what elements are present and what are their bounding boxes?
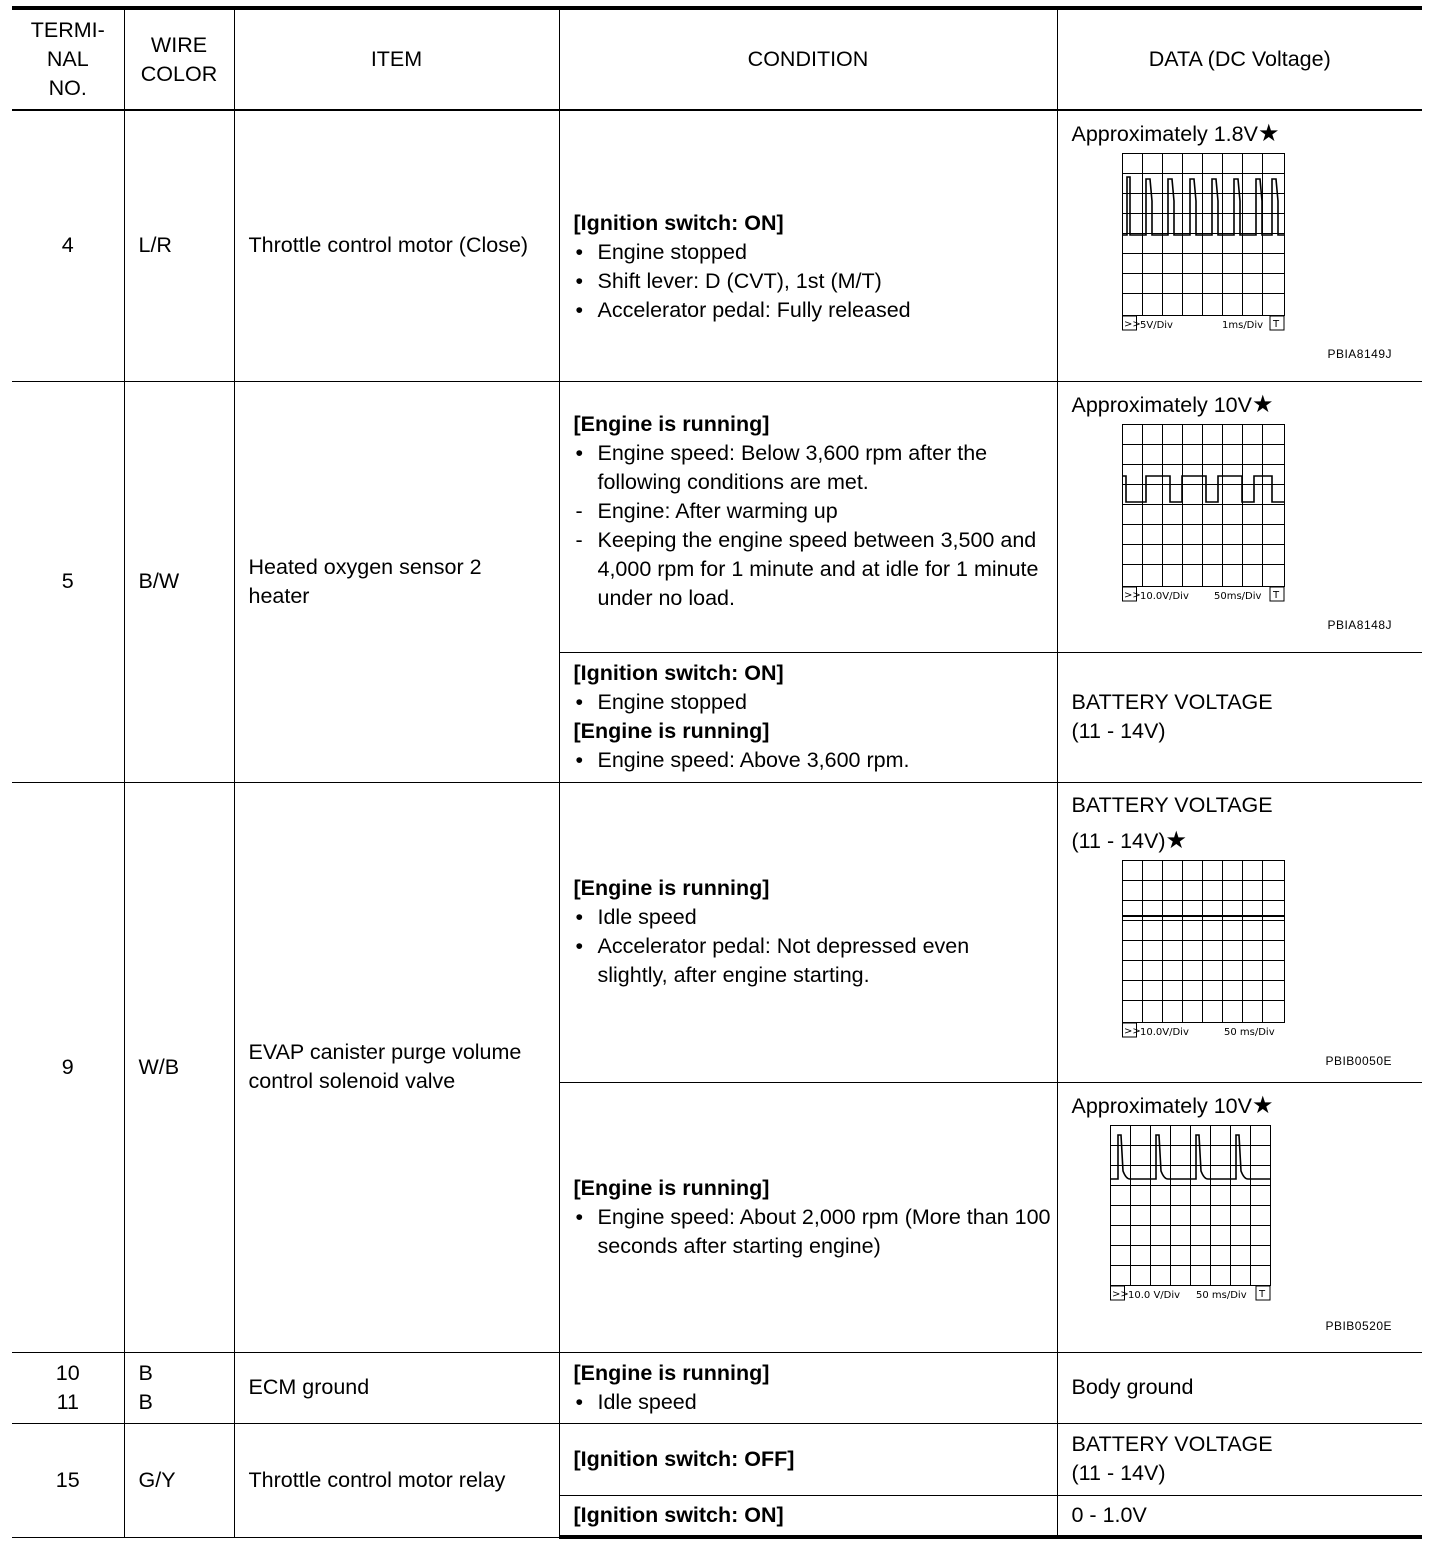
condition-item: • Engine stopped bbox=[574, 688, 1043, 717]
wire-color: B/W bbox=[124, 381, 234, 782]
scope-marker: >> bbox=[1123, 589, 1141, 601]
figure-code: PBIA8149J bbox=[1327, 347, 1392, 361]
scope-volt-div: 5V/Div bbox=[1139, 320, 1173, 331]
star-icon: ★ bbox=[1251, 390, 1274, 418]
data-cell bbox=[1057, 652, 1422, 782]
scope-volt-div: 10.0V/Div bbox=[1139, 1026, 1189, 1038]
condition-title: [Engine is running] bbox=[573, 1360, 770, 1385]
item-name: ECM ground bbox=[234, 1352, 559, 1423]
data-cell bbox=[1057, 782, 1422, 1082]
item-name: Throttle control motor relay bbox=[234, 1423, 559, 1537]
condition-item: • Idle speed bbox=[574, 903, 1027, 932]
condition-title: [Engine is running] bbox=[573, 1175, 770, 1200]
data-cell: 0 - 1.0V bbox=[1057, 1495, 1422, 1537]
oscilloscope-waveform-2 bbox=[1122, 424, 1409, 614]
data-cell bbox=[1057, 1423, 1422, 1495]
scope-time-div: 1ms/Div bbox=[1221, 320, 1263, 331]
figure-code: PBIB0050E bbox=[1325, 1053, 1392, 1068]
item-name: Heated oxygen sensor 2 heater bbox=[234, 381, 559, 782]
wire-color: B B bbox=[124, 1352, 234, 1423]
data-value: Approximately 10V bbox=[1071, 1093, 1252, 1118]
header-row bbox=[12, 8, 1422, 110]
header-data: DATA (DC Voltage) bbox=[1057, 8, 1422, 110]
table-row bbox=[12, 1352, 1422, 1423]
condition-item: • Accelerator pedal: Fully released bbox=[574, 296, 1043, 325]
figure-code: PBIA8148J bbox=[1327, 617, 1392, 632]
table-row bbox=[12, 381, 1422, 652]
table-row bbox=[12, 110, 1422, 381]
condition bbox=[559, 1082, 1057, 1352]
data-value: Approximately 1.8V bbox=[1071, 122, 1258, 146]
data-value: (11 - 14V) bbox=[1071, 828, 1166, 853]
scope-time-div: 50 ms/Div bbox=[1223, 1026, 1275, 1038]
figure-code: PBIB0520E bbox=[1325, 1318, 1392, 1333]
terminal-no: 9 bbox=[12, 782, 124, 1352]
wire-color: L/R bbox=[124, 110, 234, 381]
condition bbox=[559, 381, 1057, 652]
condition-item: • Engine speed: Above 3,600 rpm. bbox=[574, 746, 1043, 775]
header-condition: CONDITION bbox=[559, 8, 1057, 110]
scope-marker: >> bbox=[1111, 1288, 1129, 1300]
star-icon: ★ bbox=[1165, 826, 1188, 854]
table-row bbox=[12, 782, 1422, 1082]
oscilloscope-waveform-4 bbox=[1110, 1125, 1409, 1315]
header-wire-color: WIRE COLOR bbox=[124, 8, 234, 110]
condition-item: • Engine stopped bbox=[574, 238, 1043, 267]
condition-title: [Ignition switch: ON] bbox=[559, 1495, 1057, 1537]
condition-title: [Engine is running] bbox=[573, 876, 770, 900]
scope-trigger: T bbox=[1272, 589, 1279, 601]
data-value: Approximately 10V bbox=[1071, 392, 1252, 417]
data-cell bbox=[1057, 381, 1422, 652]
condition-title: [Ignition switch: ON] bbox=[573, 661, 784, 685]
oscilloscope-waveform-3 bbox=[1122, 860, 1409, 1050]
oscilloscope-waveform-1 bbox=[1122, 153, 1409, 343]
table-row bbox=[12, 1423, 1422, 1495]
scope-trigger: T bbox=[1258, 1288, 1265, 1300]
terminal-no: 4 bbox=[12, 110, 124, 381]
scope-time-div: 50ms/Div bbox=[1213, 590, 1261, 602]
condition-item: • Accelerator pedal: Not depressed even slightly, after engine starting. bbox=[574, 932, 1027, 990]
wire-color: G/Y bbox=[124, 1423, 234, 1537]
terminal-no: 5 bbox=[12, 381, 124, 782]
data-value: BATTERY VOLTAGE (11 - 14V) bbox=[1071, 1432, 1273, 1485]
condition bbox=[559, 782, 1057, 1082]
terminal-no: 10 11 bbox=[12, 1352, 124, 1423]
condition-item: - Engine: After warming up bbox=[574, 497, 1051, 526]
condition-title: [Ignition switch: ON] bbox=[573, 210, 784, 235]
data-value: BATTERY VOLTAGE (11 - 14V) bbox=[1071, 690, 1273, 743]
star-icon: ★ bbox=[1251, 1091, 1274, 1119]
star-icon: ★ bbox=[1257, 120, 1280, 147]
terminal-no: 15 bbox=[12, 1423, 124, 1537]
data-cell bbox=[1057, 110, 1422, 381]
condition-item: • Idle speed bbox=[574, 1388, 1043, 1417]
wire-color: W/B bbox=[124, 782, 234, 1352]
scope-volt-div: 10.0 V/Div bbox=[1127, 1289, 1180, 1301]
scope-volt-div: 10.0V/Div bbox=[1139, 590, 1189, 602]
condition bbox=[559, 652, 1057, 782]
header-terminal-no: TERMI- NAL NO. bbox=[12, 8, 124, 110]
ecm-terminal-table bbox=[12, 6, 1422, 1539]
condition-title: [Ignition switch: OFF] bbox=[559, 1423, 1057, 1495]
scope-marker: >> bbox=[1123, 1025, 1141, 1037]
header-item: ITEM bbox=[234, 8, 559, 110]
condition-item: • Engine speed: About 2,000 rpm (More than 100 seconds after starting engine) bbox=[574, 1203, 1051, 1261]
data-cell bbox=[1057, 1082, 1422, 1352]
item-name: EVAP canister purge volume control solenoid valve bbox=[234, 782, 559, 1352]
scope-time-div: 50 ms/Div bbox=[1195, 1289, 1247, 1301]
condition-title: [Engine is running] bbox=[573, 719, 770, 743]
item-name: Throttle control motor (Close) bbox=[234, 110, 559, 381]
data-value: BATTERY VOLTAGE bbox=[1071, 792, 1273, 817]
scope-trigger: T bbox=[1272, 319, 1279, 330]
condition-item: - Keeping the engine speed between 3,500 and 4,000 rpm for 1 minute and at idle for 1 minute under no load. bbox=[574, 526, 1051, 613]
condition bbox=[559, 110, 1057, 381]
condition-item: • Engine speed: Below 3,600 rpm after the following conditions are met. bbox=[574, 439, 1051, 497]
scope-marker: >> bbox=[1123, 319, 1141, 330]
data-cell: Body ground bbox=[1057, 1352, 1422, 1423]
condition-title: [Engine is running] bbox=[573, 411, 770, 436]
condition-item: • Shift lever: D (CVT), 1st (M/T) bbox=[574, 267, 1043, 296]
condition bbox=[559, 1352, 1057, 1423]
